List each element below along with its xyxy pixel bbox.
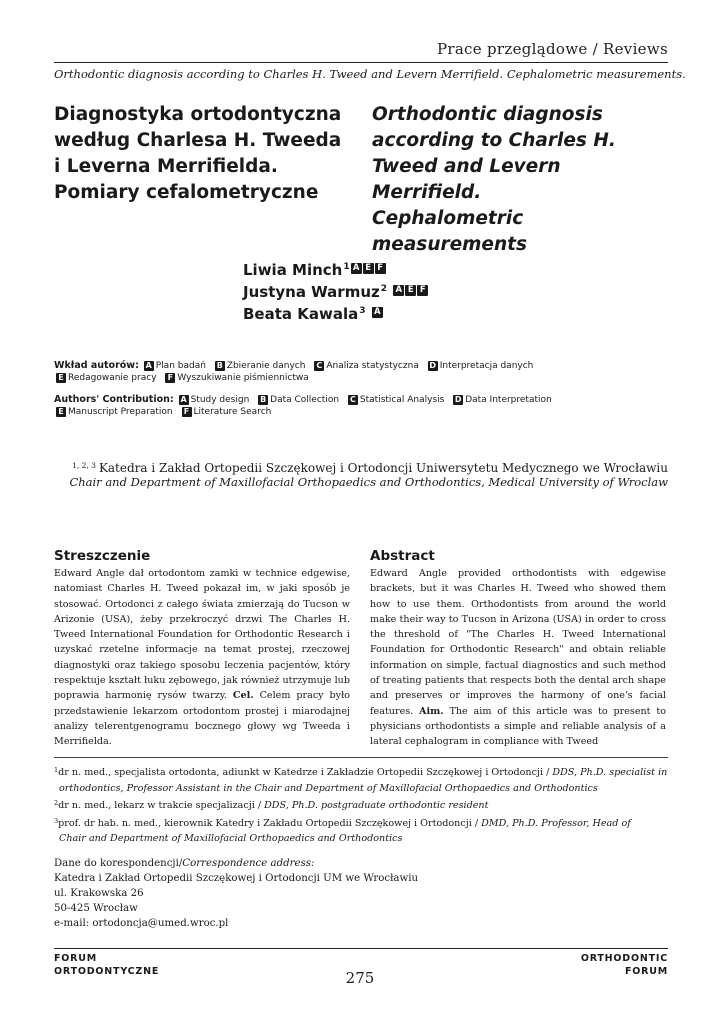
title-en-line: Cephalometric measurements	[372, 208, 528, 255]
contrib-label: Wkład autorów:	[54, 360, 139, 371]
correspondence-email[interactable]: e-mail: ortodoncja@umed.wroc.pl	[54, 918, 229, 929]
author	[243, 300, 428, 322]
footer-left-line: FORUM	[54, 953, 98, 964]
contrib-badge: B	[216, 361, 223, 370]
contrib-badge: C	[348, 395, 358, 405]
role-badge: E	[363, 263, 374, 274]
footer-left-line: ORTODONTYCZNE	[54, 966, 160, 977]
abstract-polish	[54, 548, 350, 750]
contrib-line	[54, 406, 668, 418]
contrib-text: Data Collection	[270, 395, 340, 405]
contrib-text: Study design	[190, 395, 250, 405]
contrib-badge: E	[56, 373, 66, 383]
footnote-pl: dr n. med., specjalista ortodonta, adiunkt w Katedrze i Zakładzie Ortopedii Szczękowej i Ortodoncji /	[58, 767, 553, 778]
title-polish	[54, 102, 344, 206]
contrib-text: Wyszukiwanie piśmiennictwa	[177, 373, 309, 383]
contrib-line	[54, 360, 668, 372]
role-badge: A	[351, 263, 362, 274]
contrib-badge: D	[454, 395, 462, 404]
header-rule	[54, 62, 668, 63]
author-list	[243, 256, 428, 322]
role-badge: A	[393, 285, 404, 296]
contrib-text: Data Interpretation	[465, 395, 552, 405]
footnote	[54, 796, 668, 814]
contrib-badge: F	[165, 373, 175, 383]
footnote-mark: 2	[54, 799, 59, 807]
contrib-text: Plan badań	[155, 361, 206, 371]
role-badge: A	[372, 307, 383, 318]
contrib-text: Statistical Analysis	[359, 395, 445, 405]
footer-right-line: ORTHODONTIC	[580, 953, 668, 964]
title-pl-line: Pomiary cefalometryczne	[54, 182, 319, 203]
correspondence	[54, 856, 454, 931]
role-badge: E	[405, 285, 416, 296]
role-badge: F	[375, 263, 386, 274]
author	[243, 278, 428, 300]
correspondence-line: ul. Krakowska 26	[54, 888, 144, 899]
affiliation-marks: 1, 2, 3	[72, 461, 96, 470]
title-en-line: Tweed and Levern Merrifield.	[372, 156, 561, 203]
running-title: Orthodontic diagnosis according to Charles H. Tweed and Levern Merrifield. Cephalometric measurements.	[54, 67, 686, 81]
footnote	[54, 814, 668, 847]
correspondence-line: 50-425 Wrocław	[54, 903, 138, 914]
abstract-en-aim-label: Aim.	[419, 705, 444, 717]
contributions-polish	[54, 360, 668, 384]
footnote-en: DMD, Ph.D. Professor, Head of	[481, 817, 631, 829]
footer-rule	[54, 948, 668, 949]
contrib-text: Zbieranie danych	[226, 361, 306, 371]
title-en-line: according to Charles H.	[372, 130, 616, 151]
correspondence-label-pl: Dane do korespondencji/	[54, 858, 183, 869]
title-pl-line: według Charlesa H. Tweeda	[54, 130, 342, 151]
contrib-badge: C	[314, 361, 324, 371]
footnote-rule	[54, 757, 668, 758]
contrib-text: Analiza statystyczna	[326, 361, 419, 371]
abstract-english	[370, 548, 666, 750]
contributions-english	[54, 394, 668, 418]
author	[243, 256, 428, 278]
abstract-en-heading: Abstract	[370, 548, 435, 564]
section-label: Prace przeglądowe / Reviews	[436, 40, 668, 58]
footnotes	[54, 763, 668, 847]
abstract-en-text: Edward Angle provided orthodontists with edgewise brackets, but it was Charles H. Tweed who showed them how to use them. Orthodontists from around the world make their way to Tucson in Arizona (USA) in order to cross the threshold of "The Charles H. Tweed International Foundation for Orthodontic Research" and obtain reliable information on simple, factual diagnostics and such method of treating patients that respects both the dental arch shape and preserves or improves the harmony of one's facial features.	[370, 568, 666, 717]
contrib-text: Interpretacja danych	[439, 361, 534, 371]
footnote-pl: dr n. med., lekarz w trakcie specjalizacji /	[58, 800, 265, 811]
author-name: Justyna Warmuz	[243, 283, 380, 301]
footnote	[54, 763, 668, 796]
contrib-badge: B	[260, 395, 267, 404]
correspondence-line: Katedra i Zakład Ortopedii Szczękowej i Ortodoncji UM we Wrocławiu	[54, 873, 419, 884]
author-affiliation-mark: 3	[359, 306, 366, 316]
abstract-en-aim-text: The aim of this article was to present to physicians orthodontists a simple and reliable analysis of a lateral cephalogram in compliance with Tweed	[370, 705, 666, 748]
footnote-en-cont: orthodontics, Professor Assistant in the Chair and Department of Maxillofacial Orthopaedics and Orthodontics	[59, 782, 598, 794]
contrib-badge: F	[182, 407, 192, 417]
title-pl-line: Diagnostyka ortodontyczna	[54, 104, 342, 125]
contrib-label: Authors' Contribution:	[54, 394, 174, 405]
contrib-text: Manuscript Preparation	[68, 407, 173, 417]
contrib-badge: D	[429, 361, 437, 370]
footnote-pl: prof. dr hab. n. med., kierownik Katedry i Zakładu Ortopedii Szczękowej i Ortodoncji /	[58, 817, 482, 829]
abstract-en-body	[370, 566, 666, 750]
title-en-line: Orthodontic diagnosis	[372, 104, 603, 125]
footnote-en: DDS, Ph.D. specialist in	[552, 767, 668, 778]
footnote-en-cont: Chair and Department of Maxillofacial Orthopaedics and Orthodontics	[59, 833, 403, 844]
affiliation-pl-text: Katedra i Zakład Ortopedii Szczękowej i Ortodoncji Uniwersytetu Medycznego we Wrocławiu	[98, 461, 668, 475]
author-affiliation-mark: 1	[343, 262, 350, 272]
footer-right-line: FORUM	[624, 966, 668, 977]
abstract-pl-aim-text: Celem pracy było przedstawienie lekarzom ortodontom prostej i miarodajnej analizy telerentgenogramu bocznego głowy wg Tweeda i Merrifielda.	[54, 690, 350, 748]
title-english	[372, 102, 672, 258]
role-badge: F	[417, 285, 428, 296]
correspondence-label	[54, 856, 454, 871]
contrib-text: Redagowanie pracy	[68, 373, 157, 383]
affiliation-english: Chair and Department of Maxillofacial Orthopaedics and Orthodontics, Medical University of Wroclaw	[69, 475, 668, 489]
author-name: Liwia Minch	[243, 261, 343, 279]
abstract-pl-text: Edward Angle dał ortodontom zamki w technice edgewise, natomiast Charles H. Tweed pokazał im, w jaki sposób je stosować. Ortodonci z całego świata zmierzają do Tucson w Arizonie (USA), żeby przekroczyć drzwi The Charles H. Tweed International Foundation for Orthodontic Research i uzyskać rzetelne informacje na temat prostej, rzeczowej diagnostyki oraz takiego sposobu leczenia pacjentów, który respektuje kształt łuku zębowego, jak również utrzymuje lub poprawia harmonię rysów twarzy.	[54, 568, 350, 702]
contrib-badge: A	[145, 361, 152, 370]
correspondence-label-en: Correspondence address:	[182, 858, 315, 869]
contrib-badge: E	[56, 407, 66, 417]
abstract-pl-heading: Streszczenie	[54, 548, 151, 564]
footnote-mark: 3	[54, 816, 59, 825]
contrib-line	[54, 394, 668, 406]
title-pl-line: i Leverna Merrifielda.	[54, 156, 278, 177]
contrib-badge: A	[180, 395, 187, 404]
author-name: Beata Kawala	[243, 305, 359, 323]
author-affiliation-mark: 2	[380, 284, 387, 294]
contrib-text: Literature Search	[193, 407, 272, 417]
footnote-en: DDS, Ph.D. postgraduate orthodontic resident	[264, 800, 489, 811]
footnote-mark: 1	[54, 766, 59, 774]
contrib-line	[54, 372, 668, 384]
abstract-pl-aim-label: Cel.	[232, 690, 254, 702]
abstract-pl-body	[54, 566, 350, 750]
page-number: 275	[345, 969, 375, 987]
